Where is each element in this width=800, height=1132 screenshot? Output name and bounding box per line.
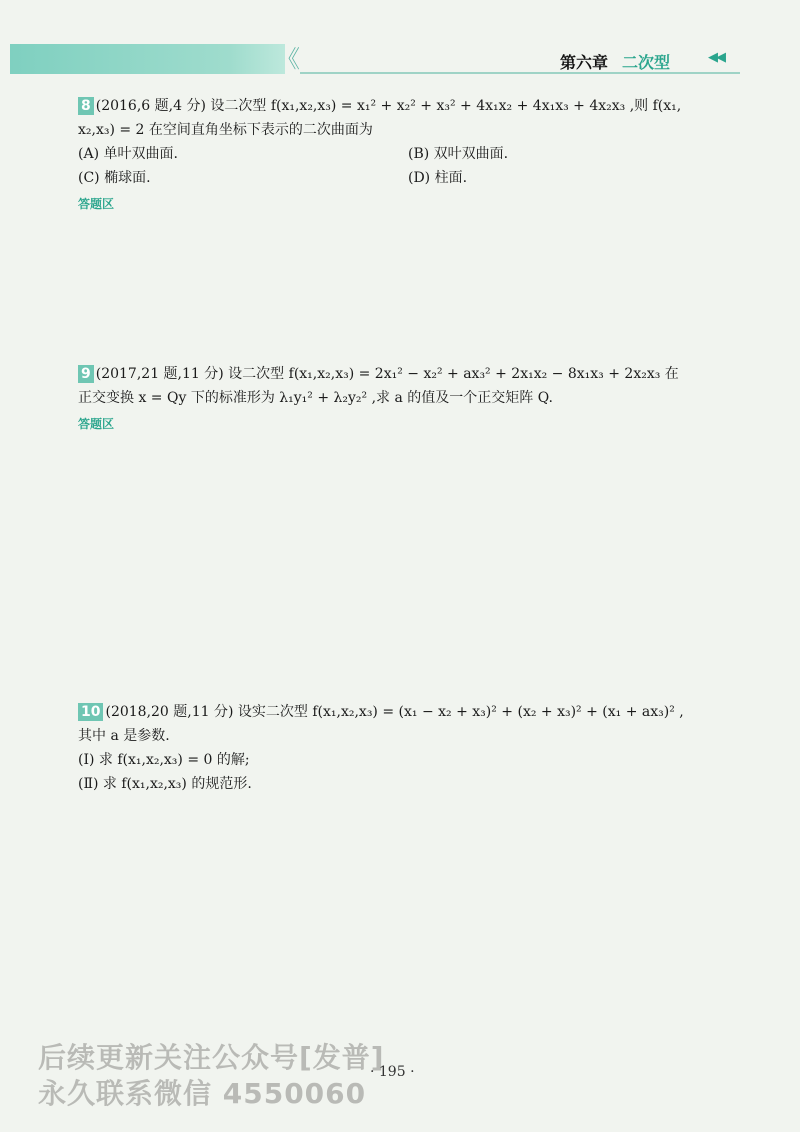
question-number: 8 — [78, 97, 94, 115]
question-line — [78, 700, 758, 724]
question-part-2: (Ⅱ) 求 f(x₁,x₂,x₃) 的规范形. — [78, 776, 252, 792]
page-number: · 195 · — [370, 1064, 415, 1080]
question-line — [78, 362, 758, 386]
chapter-label: 第六章 — [560, 53, 609, 72]
question-line — [78, 94, 758, 118]
question-line: x₂,x₃) = 2 在空间直角坐标下表示的二次曲面为 — [78, 122, 373, 138]
question-9 — [78, 362, 758, 436]
option-a: (A) 单叶双曲面. — [78, 146, 178, 162]
chapter-title — [560, 50, 670, 73]
double-arrow-icon: ◀◀ — [708, 50, 724, 65]
question-10 — [78, 700, 758, 796]
option-b: (B) 双叶双曲面. — [408, 146, 509, 162]
chevron-left-icon: 《 — [276, 45, 296, 73]
answer-area-label: 答题区 — [78, 197, 115, 211]
options-grid — [78, 142, 758, 190]
question-part-1: (Ⅰ) 求 f(x₁,x₂,x₃) = 0 的解; — [78, 752, 250, 768]
header-band — [10, 44, 285, 74]
header-rule — [300, 72, 740, 74]
question-text: (2016,6 题,4 分) 设二次型 f(x₁,x₂,x₃) = x₁² + x₂² + x₃² + 4x₁x₂ + 4x₁x₃ + 4x₂x₃ ,则 f(x₁, — [95, 98, 682, 114]
question-text: (2018,20 题,11 分) 设实二次型 f(x₁,x₂,x₃) = (x₁ − x₂ + x₃)² + (x₂ + x₃)² + (x₁ + ax₃)² , — [105, 704, 684, 720]
question-line: 其中 a 是参数. — [78, 728, 170, 744]
question-number: 9 — [78, 365, 94, 383]
question-8 — [78, 94, 758, 216]
option-c: (C) 椭球面. — [78, 170, 151, 186]
option-d: (D) 柱面. — [408, 170, 468, 186]
question-number: 10 — [78, 703, 103, 721]
question-text: (2017,21 题,11 分) 设二次型 f(x₁,x₂,x₃) = 2x₁² − x₂² + ax₃² + 2x₁x₂ − 8x₁x₃ + 2x₂x₃ 在 — [95, 366, 679, 382]
chapter-topic: 二次型 — [622, 53, 671, 72]
watermark-line: 后续更新关注公众号[发普] — [38, 1041, 385, 1074]
answer-area-label: 答题区 — [78, 417, 115, 431]
watermark-line: 永久联系微信 4550060 — [38, 1077, 367, 1110]
question-line: 正交变换 x = Qy 下的标准形为 λ₁y₁² + λ₂y₂² ,求 a 的值及一个正交矩阵 Q. — [78, 390, 553, 406]
watermark — [38, 1040, 385, 1112]
